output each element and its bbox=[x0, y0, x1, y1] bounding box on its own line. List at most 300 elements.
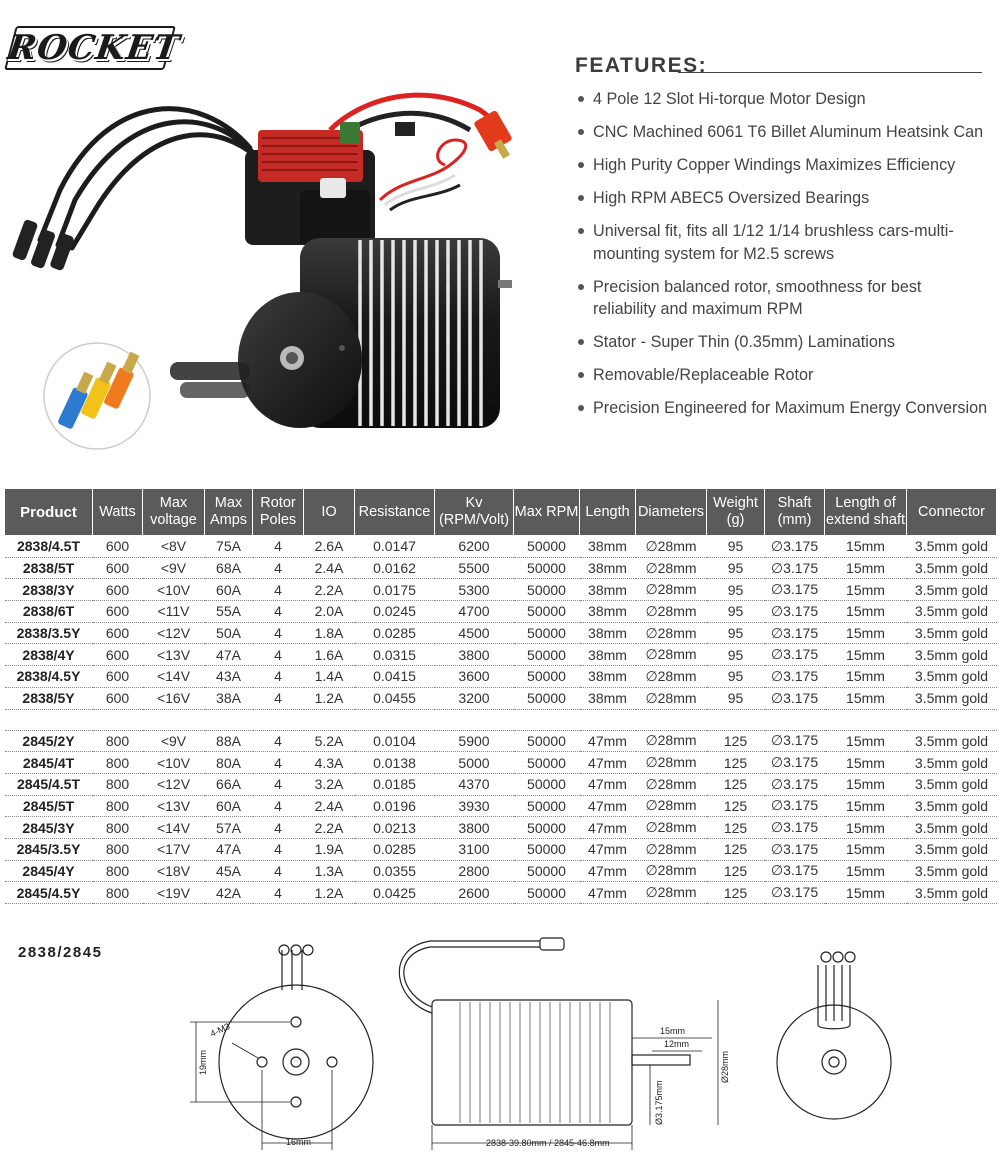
table-cell: 3.5mm gold bbox=[907, 817, 997, 839]
table-cell: 88A bbox=[205, 730, 253, 752]
table-cell: 66A bbox=[205, 773, 253, 795]
table-cell: <13V bbox=[143, 795, 205, 817]
spacer-cell bbox=[205, 709, 253, 730]
table-cell: 43A bbox=[205, 666, 253, 688]
table-cell: 50000 bbox=[514, 882, 580, 904]
col-header: Kv (RPM/Volt) bbox=[435, 489, 514, 536]
table-cell: 5300 bbox=[435, 579, 514, 601]
table-cell: 38mm bbox=[580, 644, 636, 666]
table-cell: 2800 bbox=[435, 860, 514, 882]
table-row bbox=[5, 860, 997, 882]
table-cell: 50000 bbox=[514, 601, 580, 623]
table-cell: 2.0A bbox=[304, 601, 355, 623]
col-header: Diameters bbox=[636, 489, 707, 536]
feature-item: Stator - Super Thin (0.35mm) Laminations bbox=[578, 331, 988, 354]
table-cell: 15mm bbox=[825, 730, 907, 752]
table-cell: 50000 bbox=[514, 838, 580, 860]
table-cell: 1.3A bbox=[304, 860, 355, 882]
table-cell: 2.2A bbox=[304, 579, 355, 601]
table-cell: 68A bbox=[205, 557, 253, 579]
col-header: Weight (g) bbox=[707, 489, 765, 536]
spacer-cell bbox=[707, 709, 765, 730]
table-cell: ∅28mm bbox=[636, 536, 707, 558]
table-cell: 15mm bbox=[825, 838, 907, 860]
spec-table-body bbox=[5, 536, 997, 904]
table-cell: <11V bbox=[143, 601, 205, 623]
table-cell: 1.2A bbox=[304, 687, 355, 709]
table-cell: 3.5mm gold bbox=[907, 579, 997, 601]
table-row bbox=[5, 838, 997, 860]
table-cell: 800 bbox=[93, 838, 143, 860]
table-cell: 0.0138 bbox=[355, 752, 435, 774]
product-cell: 2838/3.5Y bbox=[5, 622, 93, 644]
label-shaft-len: 12mm bbox=[664, 1039, 690, 1049]
table-cell: 60A bbox=[205, 579, 253, 601]
product-cell: 2845/4.5Y bbox=[5, 882, 93, 904]
table-cell: 800 bbox=[93, 752, 143, 774]
table-cell: 3.5mm gold bbox=[907, 601, 997, 623]
spacer-cell bbox=[253, 709, 304, 730]
table-cell: 0.0196 bbox=[355, 795, 435, 817]
table-cell: 600 bbox=[93, 579, 143, 601]
feature-item: Removable/Replaceable Rotor bbox=[578, 364, 988, 387]
table-cell: 95 bbox=[707, 579, 765, 601]
col-header: Resistance bbox=[355, 489, 435, 536]
table-cell: 0.0147 bbox=[355, 536, 435, 558]
table-cell: 4.3A bbox=[304, 752, 355, 774]
table-cell: 15mm bbox=[825, 579, 907, 601]
table-cell: 45A bbox=[205, 860, 253, 882]
features-list bbox=[578, 88, 988, 430]
table-cell: 2600 bbox=[435, 882, 514, 904]
col-header: Connector bbox=[907, 489, 997, 536]
table-cell: <12V bbox=[143, 773, 205, 795]
spacer-cell bbox=[514, 709, 580, 730]
product-cell: 2838/4.5T bbox=[5, 536, 93, 558]
table-row bbox=[5, 557, 997, 579]
features-divider bbox=[678, 72, 982, 73]
table-row bbox=[5, 817, 997, 839]
table-cell: 125 bbox=[707, 860, 765, 882]
table-cell: 95 bbox=[707, 622, 765, 644]
front-view bbox=[190, 945, 373, 1150]
table-cell: 4 bbox=[253, 838, 304, 860]
table-cell: 47mm bbox=[580, 817, 636, 839]
table-row bbox=[5, 882, 997, 904]
table-cell: 47mm bbox=[580, 882, 636, 904]
col-header: Max Amps bbox=[205, 489, 253, 536]
table-cell: 800 bbox=[93, 773, 143, 795]
connector-inset bbox=[44, 343, 150, 449]
col-header: IO bbox=[304, 489, 355, 536]
drawing-title: 2838/2845 bbox=[18, 944, 103, 961]
table-cell: 800 bbox=[93, 882, 143, 904]
table-cell: 80A bbox=[205, 752, 253, 774]
label-height: 19mm bbox=[198, 1049, 208, 1075]
col-header: Product bbox=[5, 489, 93, 536]
table-cell: 4 bbox=[253, 666, 304, 688]
motor-can bbox=[238, 238, 512, 428]
col-header: Max RPM bbox=[514, 489, 580, 536]
product-cell: 2838/5T bbox=[5, 557, 93, 579]
table-cell: ∅3.175 bbox=[765, 666, 825, 688]
table-cell: 600 bbox=[93, 622, 143, 644]
table-cell: 0.0285 bbox=[355, 838, 435, 860]
t-plug-connector bbox=[473, 110, 513, 159]
product-cell: 2845/3.5Y bbox=[5, 838, 93, 860]
table-cell: <9V bbox=[143, 557, 205, 579]
table-cell: 15mm bbox=[825, 644, 907, 666]
table-cell: 3200 bbox=[435, 687, 514, 709]
spacer-cell bbox=[304, 709, 355, 730]
table-cell: 0.0425 bbox=[355, 882, 435, 904]
table-cell: 3.5mm gold bbox=[907, 882, 997, 904]
label-width: 16mm bbox=[286, 1137, 312, 1147]
table-cell: 50000 bbox=[514, 752, 580, 774]
table-header-row bbox=[5, 489, 997, 536]
table-cell: 38mm bbox=[580, 622, 636, 644]
table-row bbox=[5, 622, 997, 644]
table-cell: ∅3.175 bbox=[765, 687, 825, 709]
col-header: Shaft (mm) bbox=[765, 489, 825, 536]
table-cell: <10V bbox=[143, 752, 205, 774]
table-cell: <8V bbox=[143, 536, 205, 558]
table-cell: 125 bbox=[707, 817, 765, 839]
table-cell: 3.5mm gold bbox=[907, 687, 997, 709]
table-cell: 5000 bbox=[435, 752, 514, 774]
table-cell: 15mm bbox=[825, 687, 907, 709]
table-cell: 3930 bbox=[435, 795, 514, 817]
table-cell: 0.0455 bbox=[355, 687, 435, 709]
col-header: Length of extend shaft bbox=[825, 489, 907, 536]
table-row bbox=[5, 644, 997, 666]
label-mount: 4-M3 bbox=[208, 1021, 232, 1039]
table-cell: 3.5mm gold bbox=[907, 644, 997, 666]
table-cell: 50000 bbox=[514, 557, 580, 579]
table-cell: 95 bbox=[707, 687, 765, 709]
table-cell: 5.2A bbox=[304, 730, 355, 752]
table-cell: 38A bbox=[205, 687, 253, 709]
table-cell: 125 bbox=[707, 773, 765, 795]
table-cell: 4 bbox=[253, 730, 304, 752]
product-cell: 2838/4Y bbox=[5, 644, 93, 666]
table-cell: <14V bbox=[143, 817, 205, 839]
table-cell: 3.5mm gold bbox=[907, 838, 997, 860]
table-cell: 4 bbox=[253, 795, 304, 817]
table-cell: 95 bbox=[707, 536, 765, 558]
label-shaft-dia: Ø3.175mm bbox=[654, 1080, 664, 1125]
spacer-cell bbox=[355, 709, 435, 730]
table-cell: 47mm bbox=[580, 752, 636, 774]
table-cell: 50000 bbox=[514, 860, 580, 882]
table-cell: 4 bbox=[253, 644, 304, 666]
table-cell: 1.8A bbox=[304, 622, 355, 644]
table-cell: 600 bbox=[93, 557, 143, 579]
esc-motor-wires bbox=[40, 109, 262, 248]
feature-item: Precision balanced rotor, smoothness for best reliability and maximum RPM bbox=[578, 276, 988, 321]
table-cell: <12V bbox=[143, 622, 205, 644]
table-cell: ∅28mm bbox=[636, 773, 707, 795]
table-cell: 3.5mm gold bbox=[907, 773, 997, 795]
table-cell: 1.4A bbox=[304, 666, 355, 688]
table-cell: 47mm bbox=[580, 838, 636, 860]
table-row bbox=[5, 687, 997, 709]
table-cell: 5900 bbox=[435, 730, 514, 752]
table-row bbox=[5, 773, 997, 795]
table-row bbox=[5, 795, 997, 817]
table-cell: 38mm bbox=[580, 601, 636, 623]
table-cell: ∅28mm bbox=[636, 838, 707, 860]
table-cell: 125 bbox=[707, 730, 765, 752]
table-cell: 4 bbox=[253, 773, 304, 795]
motor-leads bbox=[170, 362, 250, 398]
spacer-cell bbox=[907, 709, 997, 730]
table-cell: 50000 bbox=[514, 666, 580, 688]
table-cell: 95 bbox=[707, 557, 765, 579]
table-cell: 4 bbox=[253, 882, 304, 904]
table-cell: 4 bbox=[253, 622, 304, 644]
table-cell: ∅28mm bbox=[636, 666, 707, 688]
product-cell: 2845/5T bbox=[5, 795, 93, 817]
table-cell: ∅28mm bbox=[636, 687, 707, 709]
table-cell: ∅28mm bbox=[636, 579, 707, 601]
table-cell: 50000 bbox=[514, 730, 580, 752]
label-extend: 15mm bbox=[660, 1026, 686, 1036]
table-cell: 2.6A bbox=[304, 536, 355, 558]
table-cell: 38mm bbox=[580, 579, 636, 601]
table-cell: 55A bbox=[205, 601, 253, 623]
product-cell: 2845/4Y bbox=[5, 860, 93, 882]
table-cell: <17V bbox=[143, 838, 205, 860]
table-cell: 50000 bbox=[514, 622, 580, 644]
table-cell: 800 bbox=[93, 860, 143, 882]
table-cell: 47mm bbox=[580, 730, 636, 752]
table-cell: 6200 bbox=[435, 536, 514, 558]
table-cell: ∅3.175 bbox=[765, 817, 825, 839]
product-cell: 2838/3Y bbox=[5, 579, 93, 601]
table-cell: <10V bbox=[143, 579, 205, 601]
table-cell: 800 bbox=[93, 817, 143, 839]
table-row bbox=[5, 579, 997, 601]
table-cell: 600 bbox=[93, 536, 143, 558]
table-cell: 1.6A bbox=[304, 644, 355, 666]
table-cell: 0.0175 bbox=[355, 579, 435, 601]
table-cell: <9V bbox=[143, 730, 205, 752]
col-header: Length bbox=[580, 489, 636, 536]
table-cell: 2.4A bbox=[304, 795, 355, 817]
table-cell: 15mm bbox=[825, 817, 907, 839]
table-cell: 15mm bbox=[825, 795, 907, 817]
table-cell: 4 bbox=[253, 536, 304, 558]
table-cell: 3.5mm gold bbox=[907, 752, 997, 774]
table-cell: 600 bbox=[93, 687, 143, 709]
product-cell: 2838/5Y bbox=[5, 687, 93, 709]
feature-item: 4 Pole 12 Slot Hi-torque Motor Design bbox=[578, 88, 988, 111]
table-cell: 47mm bbox=[580, 773, 636, 795]
table-cell: 2.2A bbox=[304, 817, 355, 839]
table-cell: 0.0315 bbox=[355, 644, 435, 666]
spacer-cell bbox=[5, 709, 93, 730]
table-cell: 0.0415 bbox=[355, 666, 435, 688]
table-cell: 800 bbox=[93, 730, 143, 752]
table-cell: 3800 bbox=[435, 644, 514, 666]
table-cell: 4 bbox=[253, 817, 304, 839]
table-cell: 1.2A bbox=[304, 882, 355, 904]
table-cell: 42A bbox=[205, 882, 253, 904]
table-cell: <13V bbox=[143, 644, 205, 666]
rear-view bbox=[777, 952, 891, 1119]
table-cell: 125 bbox=[707, 838, 765, 860]
table-cell: ∅3.175 bbox=[765, 622, 825, 644]
feature-item: High Purity Copper Windings Maximizes Efficiency bbox=[578, 154, 988, 177]
spacer-cell bbox=[636, 709, 707, 730]
table-cell: 47A bbox=[205, 644, 253, 666]
table-cell: 15mm bbox=[825, 773, 907, 795]
table-cell: 15mm bbox=[825, 666, 907, 688]
logo-text: ROCKET bbox=[5, 28, 183, 68]
table-cell: ∅28mm bbox=[636, 795, 707, 817]
receiver-lead bbox=[380, 122, 466, 210]
col-header: Rotor Poles bbox=[253, 489, 304, 536]
table-cell: 60A bbox=[205, 795, 253, 817]
table-cell: 4 bbox=[253, 687, 304, 709]
technical-drawing bbox=[0, 935, 1000, 1169]
table-cell: 47A bbox=[205, 838, 253, 860]
table-cell: 4 bbox=[253, 579, 304, 601]
table-cell: ∅28mm bbox=[636, 860, 707, 882]
table-cell: ∅28mm bbox=[636, 882, 707, 904]
table-cell: ∅3.175 bbox=[765, 882, 825, 904]
table-cell: 50000 bbox=[514, 773, 580, 795]
table-cell: <19V bbox=[143, 882, 205, 904]
feature-item: High RPM ABEC5 Oversized Bearings bbox=[578, 187, 988, 210]
table-cell: 50000 bbox=[514, 795, 580, 817]
product-cell: 2845/3Y bbox=[5, 817, 93, 839]
table-cell: 4 bbox=[253, 860, 304, 882]
table-cell: ∅3.175 bbox=[765, 579, 825, 601]
table-cell: 50A bbox=[205, 622, 253, 644]
spacer-cell bbox=[765, 709, 825, 730]
table-cell: 3600 bbox=[435, 666, 514, 688]
product-cell: 2845/2Y bbox=[5, 730, 93, 752]
table-cell: 125 bbox=[707, 752, 765, 774]
table-cell: 3.5mm gold bbox=[907, 795, 997, 817]
col-header: Watts bbox=[93, 489, 143, 536]
spacer-cell bbox=[143, 709, 205, 730]
table-cell: 3.5mm gold bbox=[907, 557, 997, 579]
product-cell: 2845/4.5T bbox=[5, 773, 93, 795]
table-cell: <18V bbox=[143, 860, 205, 882]
table-cell: 3.5mm gold bbox=[907, 666, 997, 688]
table-cell: 57A bbox=[205, 817, 253, 839]
col-header: Max voltage bbox=[143, 489, 205, 536]
spacer-cell bbox=[580, 709, 636, 730]
table-cell: ∅28mm bbox=[636, 817, 707, 839]
label-can-len: 2838-39.80mm / 2845-46.8mm bbox=[486, 1138, 610, 1148]
esc-body bbox=[245, 122, 375, 245]
table-cell: 95 bbox=[707, 601, 765, 623]
table-cell: 3.5mm gold bbox=[907, 730, 997, 752]
table-cell: 0.0162 bbox=[355, 557, 435, 579]
table-cell: 4 bbox=[253, 752, 304, 774]
table-cell: 3.5mm gold bbox=[907, 536, 997, 558]
table-cell: 0.0213 bbox=[355, 817, 435, 839]
table-cell: 125 bbox=[707, 882, 765, 904]
table-cell: 50000 bbox=[514, 687, 580, 709]
brand-logo bbox=[5, 22, 183, 74]
table-cell: ∅3.175 bbox=[765, 730, 825, 752]
table-row bbox=[5, 666, 997, 688]
table-row bbox=[5, 536, 997, 558]
table-cell: ∅3.175 bbox=[765, 773, 825, 795]
table-cell: 4500 bbox=[435, 622, 514, 644]
table-cell: ∅3.175 bbox=[765, 557, 825, 579]
table-cell: 50000 bbox=[514, 579, 580, 601]
table-row bbox=[5, 601, 997, 623]
table-cell: 800 bbox=[93, 795, 143, 817]
table-row bbox=[5, 752, 997, 774]
feature-item: Precision Engineered for Maximum Energy Conversion bbox=[578, 397, 988, 420]
table-cell: 3.5mm gold bbox=[907, 622, 997, 644]
table-group-spacer bbox=[5, 709, 997, 730]
table-cell: 4 bbox=[253, 601, 304, 623]
table-cell: ∅3.175 bbox=[765, 795, 825, 817]
table-cell: 75A bbox=[205, 536, 253, 558]
table-cell: 4370 bbox=[435, 773, 514, 795]
table-cell: ∅28mm bbox=[636, 601, 707, 623]
table-cell: 600 bbox=[93, 666, 143, 688]
table-cell: 3100 bbox=[435, 838, 514, 860]
spacer-cell bbox=[93, 709, 143, 730]
table-cell: ∅3.175 bbox=[765, 838, 825, 860]
table-cell: 38mm bbox=[580, 536, 636, 558]
table-row bbox=[5, 730, 997, 752]
table-cell: 38mm bbox=[580, 557, 636, 579]
table-cell: 15mm bbox=[825, 557, 907, 579]
table-cell: 3.2A bbox=[304, 773, 355, 795]
table-cell: 0.0104 bbox=[355, 730, 435, 752]
table-cell: 15mm bbox=[825, 622, 907, 644]
table-cell: 50000 bbox=[514, 817, 580, 839]
table-cell: 15mm bbox=[825, 752, 907, 774]
feature-item: Universal fit, fits all 1/12 1/14 brushless cars-multi-mounting system for M2.5 screws bbox=[578, 220, 988, 265]
features-title: FEATURES: bbox=[575, 54, 708, 77]
table-cell: 125 bbox=[707, 795, 765, 817]
spacer-cell bbox=[435, 709, 514, 730]
table-cell: 0.0245 bbox=[355, 601, 435, 623]
table-cell: 15mm bbox=[825, 536, 907, 558]
table-cell: ∅3.175 bbox=[765, 752, 825, 774]
table-cell: 15mm bbox=[825, 882, 907, 904]
product-cell: 2838/6T bbox=[5, 601, 93, 623]
table-cell: <14V bbox=[143, 666, 205, 688]
label-can-dia: Ø28mm bbox=[720, 1050, 730, 1083]
table-cell: 2.4A bbox=[304, 557, 355, 579]
table-cell: 50000 bbox=[514, 536, 580, 558]
table-cell: 600 bbox=[93, 644, 143, 666]
table-cell: 3800 bbox=[435, 817, 514, 839]
spacer-cell bbox=[825, 709, 907, 730]
table-cell: 600 bbox=[93, 601, 143, 623]
table-cell: 4700 bbox=[435, 601, 514, 623]
table-cell: 50000 bbox=[514, 644, 580, 666]
table-cell: 95 bbox=[707, 666, 765, 688]
table-cell: ∅28mm bbox=[636, 644, 707, 666]
table-cell: 47mm bbox=[580, 860, 636, 882]
table-cell: ∅28mm bbox=[636, 622, 707, 644]
spec-table bbox=[4, 488, 997, 904]
table-cell: 0.0185 bbox=[355, 773, 435, 795]
